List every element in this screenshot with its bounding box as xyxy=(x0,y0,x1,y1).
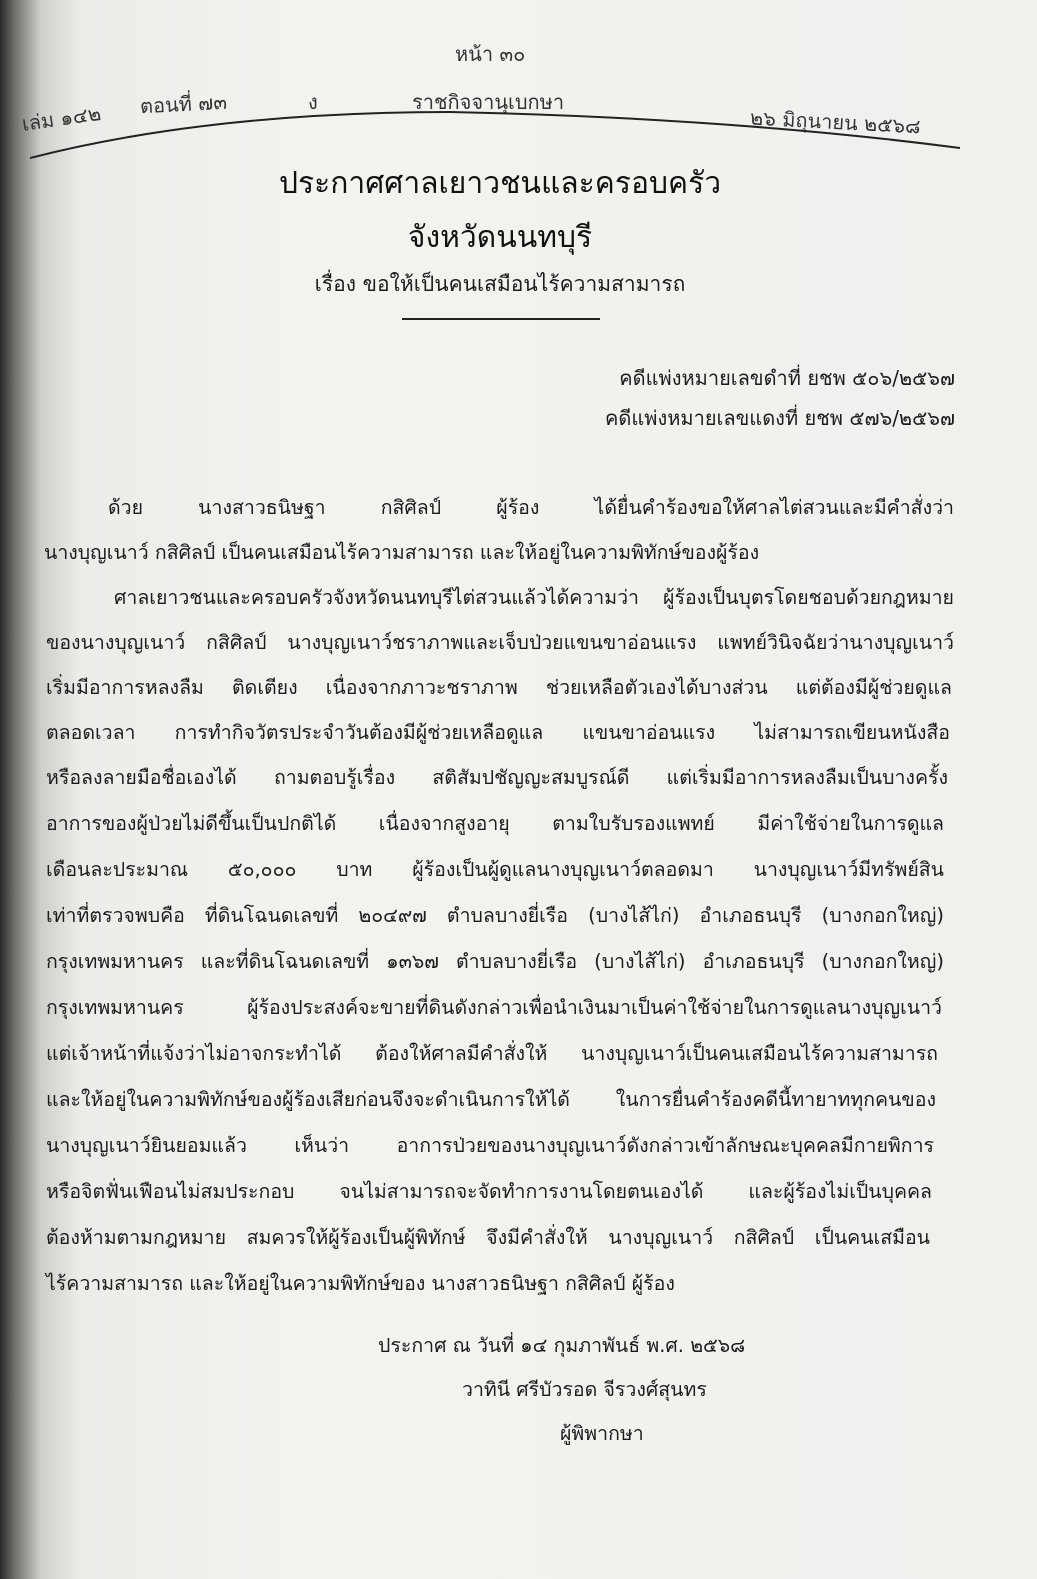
body-line: ไร้ความสามารถ และให้อยู่ในความพิทักษ์ของ นางสาวธนิษฐา กสิศิลป์ ผู้ร้อง xyxy=(46,1272,675,1295)
body-line: หรือลงลายมือชื่อเองได้ ถามตอบรู้เรื่อง สติสัมปชัญญะสมบูรณ์ดี แต่เริ่มมีอาการหลงลืมเป็นบางครั้ง xyxy=(46,766,948,789)
body-line: กรุงเทพมหานคร ผู้ร้องประสงค์จะขายที่ดินดังกล่าวเพื่อนำเงินมาเป็นค่าใช้จ่ายในการดูแลนางบุญเนาว์ xyxy=(46,996,942,1019)
body-line: ด้วย นางสาวธนิษฐา กสิศิลป์ ผู้ร้อง ได้ยื่นคำร้องขอให้ศาลไต่สวนและมีคำสั่งว่า xyxy=(108,496,954,519)
section: ง xyxy=(308,90,318,114)
body-line: เริ่มมีอาการหลงลืม ติดเตียง เนื่องจากภาวะชราภาพ ช่วยเหลือตัวเองได้บางส่วน แต่ต้องมีผู้ช่วยดูแล xyxy=(46,676,952,699)
subject: เรื่อง ขอให้เป็นคนเสมือนไร้ความสามารถ xyxy=(314,272,686,296)
body-line: นางบุญเนาว์ยินยอมแล้ว เห็นว่า อาการป่วยของนางบุญเนาว์ดังกล่าวเข้าลักษณะบุคคลมีกายพิการ xyxy=(46,1134,934,1157)
body-line: และให้อยู่ในความพิทักษ์ของผู้ร้องเสียก่อนจึงจะดำเนินการให้ได้ ในการยื่นคำร้องคดีนี้ทายาททุกคนของ xyxy=(46,1088,936,1111)
black-case-number: คดีแพ่งหมายเลขดำที่ ยชพ ๕๐๖/๒๕๖๗ xyxy=(619,366,955,390)
volume: เล่ม ๑๔๒ xyxy=(20,101,103,136)
body-line: กรุงเทพมหานคร และที่ดินโฉนดเลขที่ ๑๓๖๗ ตำบลบางยี่เรือ (บางไส้ไก่) อำเภอธนบุรี (บางกอกใหญ่) xyxy=(46,950,944,973)
announcement-date: ประกาศ ณ วันที่ ๑๔ กุมภาพันธ์ พ.ศ. ๒๕๖๘ xyxy=(378,1334,746,1357)
body-line: แต่เจ้าหน้าที่แจ้งว่าไม่อาจกระทำได้ ต้องให้ศาลมีคำสั่งให้ นางบุญเนาว์เป็นคนเสมือนไร้ความสามารถ xyxy=(46,1042,938,1065)
province-title: จังหวัดนนทบุรี xyxy=(407,220,593,255)
body-line: หรือจิตฟั่นเฟือนไม่สมประกอบ จนไม่สามารถจะจัดทำการงานโดยตนเองได้ และผู้ร้องไม่เป็นบุคคล xyxy=(46,1180,932,1203)
page-number: หน้า ๓๐ xyxy=(455,42,526,66)
announcement-title: ประกาศศาลเยาวชนและครอบครัว xyxy=(278,166,722,201)
header-rule xyxy=(30,100,960,160)
body-line: ต้องห้ามตามกฎหมาย สมควรให้ผู้ร้องเป็นผู้พิทักษ์ จึงมีคำสั่งให้ นางบุญเนาว์ กสิศิลป์ เป็นคนเสมือน xyxy=(46,1226,930,1249)
judge-position: ผู้พิพากษา xyxy=(560,1422,644,1445)
body-line: เท่าที่ตรวจพบคือ ที่ดินโฉนดเลขที่ ๒๐๔๙๗ ตำบลบางยี่เรือ (บางไส้ไก่) อำเภอธนบุรี (บางกอกใหญ่) xyxy=(46,904,944,927)
header-date: ๒๖ มิถุนายน ๒๕๖๘ xyxy=(749,105,922,139)
publication-name: ราชกิจจานุเบกษา xyxy=(412,90,565,114)
body-line: เดือนละประมาณ ๕๐,๐๐๐ บาท ผู้ร้องเป็นผู้ดูแลนางบุญเนาว์ตลอดมา นางบุญเนาว์มีทรัพย์สิน xyxy=(46,858,944,881)
title-divider xyxy=(402,318,600,320)
judge-name: วาทินี ศรีบัวรอด จีรวงศ์สุนทร xyxy=(462,1378,707,1401)
issue: ตอนที่ ๗๓ xyxy=(139,89,228,119)
body-line: ของนางบุญเนาว์ กสิศิลป์ นางบุญเนาว์ชราภาพและเจ็บป่วยแขนขาอ่อนแรง แพทย์วินิจฉัยว่านางบุญเนาว์ xyxy=(46,631,954,654)
body-line: นางบุญเนาว์ กสิศิลป์ เป็นคนเสมือนไร้ความสามารถ และให้อยู่ในความพิทักษ์ของผู้ร้อง xyxy=(44,541,760,564)
body-line: อาการของผู้ป่วยไม่ดีขึ้นเป็นปกติได้ เนื่องจากสูงอายุ ตามใบรับรองแพทย์ มีค่าใช้จ่ายในการดูแล xyxy=(46,812,944,835)
body-line: ตลอดเวลา การทำกิจวัตรประจำวันต้องมีผู้ช่วยเหลือดูแล แขนขาอ่อนแรง ไม่สามารถเขียนหนังสือ xyxy=(46,721,950,744)
body-line: ศาลเยาวชนและครอบครัวจังหวัดนนทบุรีไต่สวนแล้วได้ความว่า ผู้ร้องเป็นบุตรโดยชอบด้วยกฎหมาย xyxy=(114,586,954,609)
red-case-number: คดีแพ่งหมายเลขแดงที่ ยชพ ๕๗๖/๒๕๖๗ xyxy=(605,406,955,430)
